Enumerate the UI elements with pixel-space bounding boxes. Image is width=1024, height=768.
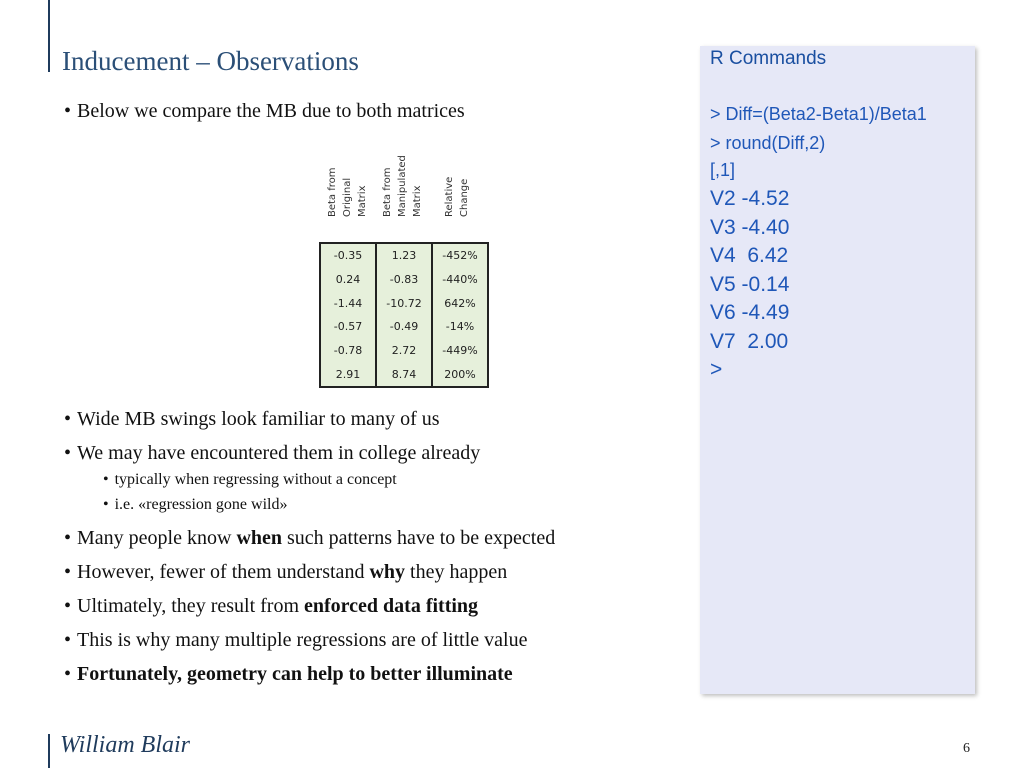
table-cell: 2.72	[376, 339, 432, 363]
table-row	[320, 243, 488, 268]
bullet-college: • We may have encountered them in college already	[64, 442, 481, 464]
table-cell: 642%	[432, 291, 488, 315]
table-cell: -452%	[432, 243, 488, 268]
table-row	[320, 291, 488, 315]
table-cell: -0.49	[376, 315, 432, 339]
table-row	[320, 362, 488, 387]
slide-title: Inducement – Observations	[62, 46, 359, 76]
table-cell: -440%	[432, 268, 488, 292]
sub-bullet-gone-wild: • i.e. «regression gone wild»	[103, 496, 288, 513]
bullet-when: • Many people know when such patterns have to be expected	[64, 527, 556, 549]
table-cell: -14%	[432, 315, 488, 339]
bullet-little-value: • This is why many multiple regressions are of little value	[64, 629, 528, 651]
bullet-data-fitting: • Ultimately, they result from enforced data fitting	[64, 595, 479, 617]
col-header-original: Beta from	[327, 167, 338, 217]
r-command-round: > round(Diff,2)	[710, 133, 826, 153]
r-output-line: V7 2.00	[710, 330, 789, 353]
table-cell: 2.91	[320, 362, 376, 387]
r-output-line: V6 -4.49	[710, 301, 790, 324]
col-header-original-2: Original	[342, 177, 353, 217]
table-cell: 0.24	[320, 268, 376, 292]
bullet-why: • However, fewer of them understand why they happen	[64, 561, 508, 583]
r-output-line: V3 -4.40	[710, 216, 790, 239]
col-header-relative: Relative	[444, 176, 455, 217]
table-row	[320, 339, 488, 363]
table-cell: -1.44	[320, 291, 376, 315]
table-cell: -10.72	[376, 291, 432, 315]
william-blair-logo: William Blair	[60, 732, 191, 758]
mb-comparison-table	[319, 242, 489, 388]
r-panel-title: R Commands	[710, 48, 827, 69]
table-cell: -0.35	[320, 243, 376, 268]
bullet-compare: • Below we compare the MB due to both matrices	[64, 100, 465, 122]
table-row	[320, 315, 488, 339]
col-header-manipulated-2: Manipulated	[397, 155, 408, 217]
col-header-relative-2: Change	[459, 178, 470, 217]
bullet-wide-swings: • Wide MB swings look familiar to many of us	[64, 408, 440, 430]
r-prompt: >	[710, 358, 723, 381]
col-header-manipulated: Beta from	[382, 167, 393, 217]
table-cell: 8.74	[376, 362, 432, 387]
r-commands-panel	[700, 46, 975, 694]
table-cell: -0.83	[376, 268, 432, 292]
sub-bullet-regressing: • typically when regressing without a concept	[103, 471, 397, 488]
accent-bar-bottom	[48, 734, 50, 768]
r-output-line: V5 -0.14	[710, 273, 790, 296]
table-cell: -449%	[432, 339, 488, 363]
table-row	[320, 268, 488, 292]
r-output-line: V4 6.42	[710, 244, 789, 267]
page-number: 6	[963, 741, 970, 756]
r-output-line: V2 -4.52	[710, 187, 790, 210]
r-output-header: [,1]	[710, 160, 736, 180]
accent-bar-top	[48, 0, 50, 72]
col-header-manipulated-3: Matrix	[412, 185, 423, 217]
table-cell: -0.57	[320, 315, 376, 339]
r-command-diff: > Diff=(Beta2-Beta1)/Beta1	[710, 104, 927, 124]
table-cell: 200%	[432, 362, 488, 387]
bullet-geometry: • Fortunately, geometry can help to better illuminate	[64, 663, 513, 685]
table-cell: 1.23	[376, 243, 432, 268]
table-cell: -0.78	[320, 339, 376, 363]
col-header-original-3: Matrix	[357, 185, 368, 217]
